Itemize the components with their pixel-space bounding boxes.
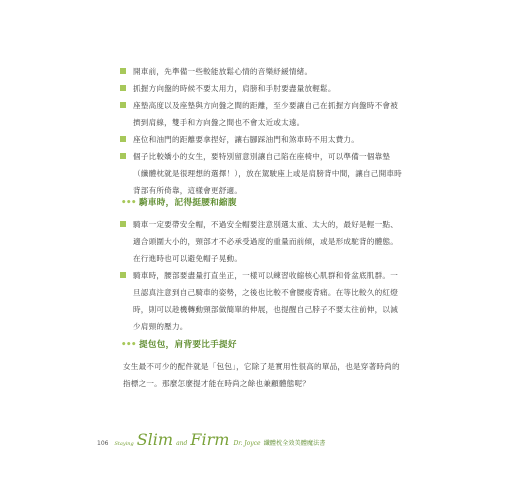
list-item [133,80,403,97]
heading-dots-icon: ••• [121,198,136,208]
list-item-text: 座墊高度以及座墊與方向盤之間的距離，至少要讓自己在抓握方向盤時不會被擠到肩線，雙手和方向盤之間也不會太近或太遠。 [133,101,398,127]
list-item [133,97,403,131]
book-title-and: and [176,440,188,447]
heading-dots-icon: ••• [121,340,136,350]
list-item-text: 開車前，先準備一些較能放鬆心情的音樂紓緩情緒。 [133,67,313,76]
list-item [133,148,403,199]
bullet-square-icon [120,85,126,91]
bullet-square-icon [120,272,126,278]
page-number: 106 [97,440,109,447]
page-footer [97,430,325,450]
bullet-square-icon [120,136,126,142]
book-title-slim: Slim [136,430,174,449]
section-heading [121,338,237,350]
list-item-text: 騎車一定要帶安全帽，不過安全帽要注意別選太重、太大的，最好是輕一點、適合頭圍大小的，頸部才不必承受過度的重量而前傾，或是形成駝背的體態。在行進時也可以避免帽子晃動。 [133,220,398,263]
section-title: 騎車時，記得挺腰和縮腹 [138,198,237,208]
list-item-text: 個子比較嬌小的女生，要特別留意別讓自己陷在座椅中，可以準備一個靠墊（纖體枕就是很理想的選擇！），放在駕駛座上或是肩膀背中間，讓自己開車時背部有所倚靠，這樣會更舒適。 [133,152,402,195]
bullet-square-icon [120,68,126,74]
list-item-text: 騎車時，腰部要盡量打直坐正，一樣可以練習收縮核心肌群和骨盆底肌群。一旦認真注意到自己騎車的姿勢，之後也比較不會腰痠背痛。在等比較久的紅燈時，則可以趁機轉動頸部做簡單的伸展，也提醒自己脖子不要太往前伸，以減少肩頸的壓力。 [133,271,398,331]
section-heading [121,196,237,208]
list-item-text: 抓握方向盤的時候不要太用力，肩膀和手肘要盡量放輕鬆。 [133,84,336,93]
list-item [133,267,403,335]
book-subtitle: 纖體枕全效美體魔法書 [263,440,326,447]
section-title: 提包包，肩背要比手提好 [138,340,237,350]
book-title-firm: Firm [190,430,230,449]
list-item [133,131,403,148]
body-paragraph: 女生最不可少的配件就是「包包」，它除了是實用性很高的單品，也是穿著時尚的指標之一。那麼怎麼提才能在時尚之餘也兼顧體態呢？ [123,362,400,388]
book-author: Dr. Joyce [233,440,261,447]
list-item [133,216,403,267]
book-title-staying: Staying [114,441,134,447]
list-item-text: 座位和油門的距離要拿捏好，讓右腳踩油門和煞車時不用太費力。 [133,135,360,144]
bullet-square-icon [120,153,126,159]
list-item [133,63,403,80]
bullet-square-icon [120,102,126,108]
bullet-square-icon [120,221,126,227]
